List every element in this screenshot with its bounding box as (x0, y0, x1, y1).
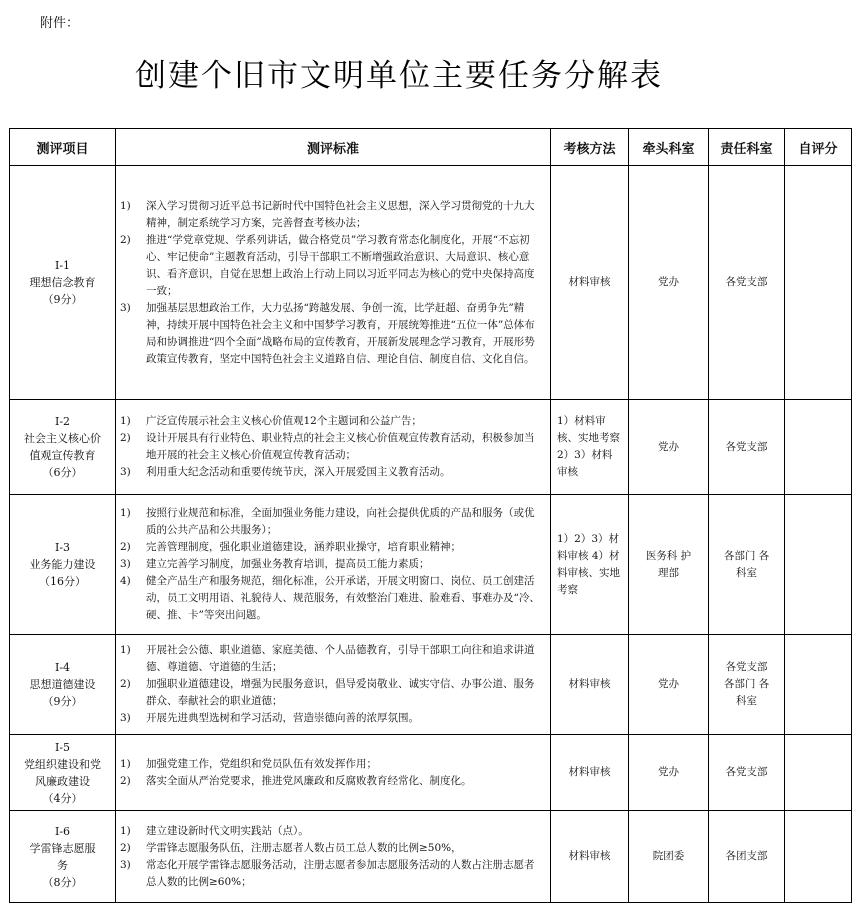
standard-num: 1) (120, 757, 131, 770)
lead-cell: 党办 (629, 400, 709, 495)
standard-cell (116, 811, 551, 903)
standard-num: 3) (120, 858, 131, 871)
lead-cell: 医务科 护理部 (629, 495, 709, 635)
responsible-cell: 各党支部 各部门 各科室 (709, 635, 785, 735)
item-cell (10, 635, 116, 735)
header-self-score: 自评分 (785, 129, 852, 166)
item-score: （16分） (39, 575, 86, 588)
standard-text: 健全产品生产和服务规范，细化标准，公开承诺，开展文明窗口、岗位、员工创建活动，员工文明用语、礼貌待人、规范服务，有效整治门难进、脸难看、事难办及“冷、硬、推、卡”等突出问题。 (146, 575, 540, 621)
standard-cell (116, 735, 551, 811)
standard-num: 1) (120, 824, 131, 837)
method-cell: 材料审核 (551, 811, 629, 903)
standard-text: 加强基层思想政治工作，大力弘扬“跨越发展、争创一流，比学赶超、奋勇争先”精神，持续开展中国特色社会主义和中国梦学习教育，开展统筹推进“五位一体”总体布局和协调推进“四个全面”战略布局的宣传教育，开展新发展理念学习教育，开展形势政策宣传教育，坚定中国特色社会主义道路自信、理论自信、制度自信、文化自信。 (146, 301, 535, 365)
item-code: Ⅰ-5 (54, 740, 71, 754)
standard-item (120, 857, 540, 891)
standard-text: 开展社会公德、职业道德、家庭美德、个人品德教育，引导干部职工向往和追求讲道德、尊道德、守道德的生活； (146, 644, 535, 673)
standard-item (120, 773, 540, 790)
page-title (0, 50, 858, 95)
item-score: （4分） (42, 791, 83, 805)
standard-num: 1) (120, 507, 131, 519)
self-score-cell[interactable] (785, 166, 852, 400)
item-cell (10, 400, 116, 495)
standard-item (120, 198, 540, 232)
standard-num: 1) (120, 644, 131, 656)
standard-item (120, 232, 540, 300)
standard-text: 按照行业规范和标准，全面加强业务能力建设，向社会提供优质的产品和服务（或优质的公共产品和公共服务）； (146, 507, 535, 536)
item-code: Ⅰ-1 (54, 259, 71, 272)
standard-item (120, 676, 540, 710)
header-lead: 牵头科室 (629, 129, 709, 166)
standard-cell (116, 495, 551, 635)
standard-item (120, 823, 540, 840)
method-cell: 1）2）3）材料审核 4）材料审核、实地考察 (551, 495, 629, 635)
standard-text: 落实全面从严治党要求，推进党风廉政和反腐败教育经常化、制度化。 (146, 774, 472, 787)
item-score: （9分） (42, 695, 83, 708)
item-name: 学雷锋志愿服务 (29, 841, 96, 872)
table-row (10, 495, 852, 635)
method-cell: 材料审核 (551, 735, 629, 811)
lead-cell: 党办 (629, 735, 709, 811)
standard-text: 设计开展具有行业特色、职业特点的社会主义核心价值观宣传教育活动，积极参加当地开展的社会主义核心价值观宣传教育活动； (146, 432, 535, 461)
item-score: （6分） (42, 466, 83, 479)
item-name: 党组织建设和党风廉政建设 (24, 757, 101, 788)
responsible-cell: 各团支部 (709, 811, 785, 903)
standard-num: 2) (120, 774, 131, 787)
standard-num: 1) (120, 199, 131, 212)
standard-text: 推进“学党章党规、学系列讲话，做合格党员”学习教育常态化制度化，开展“不忘初心、牢记使命”主题教育活动，引导干部职工不断增强政治意识、大局意识、核心意识、看齐意识，自觉在思想上政治上行动上同以习近平同志为核心的党中央保持高度一致； (146, 233, 535, 297)
lead-cell: 党办 (629, 166, 709, 400)
item-cell (10, 735, 116, 811)
standard-num: 1) (120, 415, 131, 427)
standard-num: 3) (120, 301, 131, 314)
standard-text: 建立建设新时代文明实践站（点）。 (146, 824, 309, 837)
header-standard: 测评标准 (116, 129, 551, 166)
header-method: 考核方法 (551, 129, 629, 166)
standard-text: 建立完善学习制度，加强业务教育培训，提高员工能力素质； (146, 558, 430, 570)
standard-num: 2) (120, 432, 131, 444)
table-row (10, 811, 852, 903)
standard-item (120, 573, 540, 624)
table-row (10, 400, 852, 495)
item-code: Ⅰ-3 (54, 541, 71, 554)
standard-text: 深入学习贯彻习近平总书记新时代中国特色社会主义思想，深入学习贯彻党的十九大精神，制定系统学习方案，完善督查考核办法； (146, 199, 535, 229)
item-cell (10, 811, 116, 903)
standard-text: 加强职业道德建设，增强为民服务意识，倡导爱岗敬业、诚实守信、办事公道、服务群众、奉献社会的职业道德； (146, 678, 535, 707)
responsible-cell: 各党支部 (709, 400, 785, 495)
standard-item (120, 464, 540, 481)
item-code: Ⅰ-2 (54, 415, 71, 428)
standard-item (120, 756, 540, 773)
standard-num: 2) (120, 233, 131, 246)
standard-text: 学雷锋志愿服务队伍，注册志愿者人数占员工总人数的比例≥50%， (146, 841, 462, 854)
standard-num: 2) (120, 678, 131, 690)
item-score: （9分） (42, 293, 83, 306)
standard-item (120, 430, 540, 464)
standard-item (120, 710, 540, 727)
item-code: Ⅰ-6 (54, 824, 71, 838)
standard-num: 3) (120, 466, 131, 478)
responsible-cell: 各部门 各科室 (709, 495, 785, 635)
header-item: 测评项目 (10, 129, 116, 166)
page-title-text: 创建个旧市文明单位主要任务分解表 (135, 58, 663, 94)
standard-item (120, 413, 540, 430)
standard-text: 利用重大纪念活动和重要传统节庆，深入开展爱国主义教育活动。 (146, 466, 451, 478)
standard-cell (116, 635, 551, 735)
table-row (10, 635, 852, 735)
standard-num: 3) (120, 558, 131, 570)
item-cell (10, 166, 116, 400)
item-cell (10, 495, 116, 635)
lead-cell: 院团委 (629, 811, 709, 903)
standard-item (120, 642, 540, 676)
table-header-row (10, 129, 852, 166)
standard-num: 2) (120, 541, 131, 553)
self-score-cell[interactable] (785, 495, 852, 635)
item-score: （8分） (42, 875, 83, 889)
standard-cell (116, 166, 551, 400)
standard-text: 加强党建工作，党组织和党员队伍有效发挥作用； (146, 757, 377, 770)
item-name: 理想信念教育 (29, 276, 96, 289)
standard-item (120, 539, 540, 556)
header-responsible: 责任科室 (709, 129, 785, 166)
standard-text: 完善管理制度，强化职业道德建设，涵养职业操守，培育职业精神； (146, 541, 461, 553)
table-row (10, 735, 852, 811)
standard-text: 常态化开展学雷锋志愿服务活动，注册志愿者参加志愿服务活动的人数占注册志愿者总人数的比例≥60%； (146, 858, 535, 888)
method-cell: 材料审核 (551, 635, 629, 735)
standard-item (120, 300, 540, 368)
self-score-cell[interactable] (785, 735, 852, 811)
task-table (9, 128, 852, 903)
self-score-cell[interactable] (785, 635, 852, 735)
standard-cell (116, 400, 551, 495)
standard-num: 3) (120, 712, 131, 724)
self-score-cell[interactable] (785, 811, 852, 903)
item-name: 业务能力建设 (29, 558, 96, 571)
lead-cell: 党办 (629, 635, 709, 735)
standard-item (120, 840, 540, 857)
item-name: 思想道德建设 (29, 678, 96, 691)
self-score-cell[interactable] (785, 400, 852, 495)
attachment-label: 附件： (40, 16, 80, 31)
standard-item (120, 505, 540, 539)
standard-item (120, 556, 540, 573)
responsible-cell: 各党支部 (709, 735, 785, 811)
item-name: 社会主义核心价值观宣传教育 (24, 432, 101, 462)
standard-num: 4) (120, 575, 131, 587)
standard-text: 广泛宣传展示社会主义核心价值观12个主题词和公益广告； (146, 415, 422, 427)
method-cell: 1）材料审核、实地考察 2）3）材料审核 (551, 400, 629, 495)
method-cell: 材料审核 (551, 166, 629, 400)
standard-num: 2) (120, 841, 131, 854)
responsible-cell: 各党支部 (709, 166, 785, 400)
table-row (10, 166, 852, 400)
standard-text: 开展先进典型选树和学习活动，营造崇德向善的浓厚氛围。 (146, 712, 419, 724)
item-code: Ⅰ-4 (54, 661, 71, 674)
